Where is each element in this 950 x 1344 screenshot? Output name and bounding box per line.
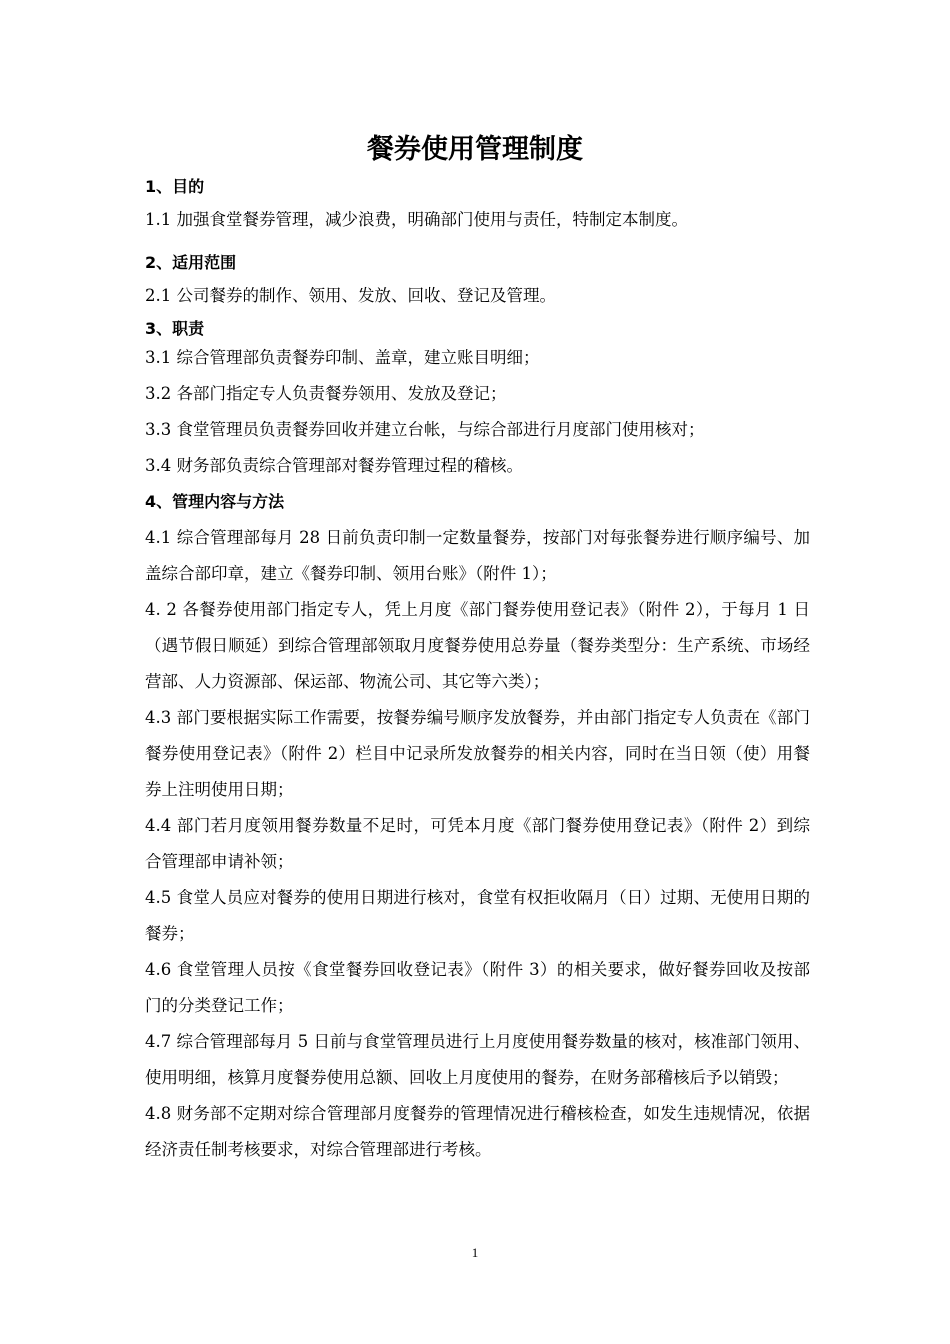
page-number: 1 [471, 1245, 479, 1260]
section-heading: 1、目的 [145, 177, 205, 196]
paragraph: 4.7 综合管理部每月 5 日前与食堂管理员进行上月度使用餐券数量的核对，核准部门领用、使用明细，核算月度餐券使用总额、回收上月度使用的餐券，在财务部稽核后予以销毁； [145, 1032, 810, 1087]
paragraph: 4.1 综合管理部每月 28 日前负责印制一定数量餐券，按部门对每张餐券进行顺序编号、加盖综合部印章，建立《餐券印制、领用台账》（附件 1）； [145, 528, 810, 583]
section-heading: 4、管理内容与方法 [145, 492, 285, 511]
paragraph: 3.4 财务部负责综合管理部对餐券管理过程的稽核。 [145, 456, 523, 475]
paragraph: 1.1 加强食堂餐券管理，减少浪费，明确部门使用与责任，特制定本制度。 [145, 210, 688, 229]
paragraph: 3.3 食堂管理员负责餐券回收并建立台帐，与综合部进行月度部门使用核对； [145, 420, 705, 439]
paragraph: 4.6 食堂管理人员按《食堂餐券回收登记表》（附件 3）的相关要求，做好餐券回收及按部门的分类登记工作； [145, 960, 810, 1015]
document-title: 餐券使用管理制度 [367, 134, 583, 165]
section-heading: 2、适用范围 [145, 253, 237, 272]
section-scope [145, 248, 810, 314]
paragraph: 4.3 部门要根据实际工作需要，按餐券编号顺序发放餐券，并由部门指定专人负责在《部门餐券使用登记表》（附件 2）栏目中记录所发放餐券的相关内容，同时在当日领（使）用餐券上注明使用日期； [145, 708, 810, 799]
paragraph: 3.1 综合管理部负责餐券印制、盖章，建立账目明细； [145, 348, 540, 367]
paragraph: 4.8 财务部不定期对综合管理部月度餐券的管理情况进行稽核检查，如发生违规情况，依据经济责任制考核要求，对综合管理部进行考核。 [145, 1104, 810, 1159]
section-purpose [145, 172, 810, 238]
paragraph: 4.4 部门若月度领用餐券数量不足时，可凭本月度《部门餐券使用登记表》（附件 2）到综合管理部申请补领； [145, 816, 810, 871]
section-heading: 3、职责 [145, 319, 205, 338]
paragraph: 4. 2 各餐券使用部门指定专人，凭上月度《部门餐券使用登记表》（附件 2），于每月 1 日（遇节假日顺延）到综合管理部领取月度餐券使用总券量（餐券类型分：生产系统、市场经营部、人力资源部、保运部、物流公司、其它等六类）； [145, 600, 810, 691]
section-responsibilities [145, 318, 810, 484]
document-body [145, 172, 810, 1168]
paragraph: 2.1 公司餐券的制作、领用、发放、回收、登记及管理。 [145, 286, 556, 305]
paragraph: 3.2 各部门指定专人负责餐券领用、发放及登记； [145, 384, 507, 403]
section-management [145, 484, 810, 1168]
paragraph: 4.5 食堂人员应对餐券的使用日期进行核对，食堂有权拒收隔月（日）过期、无使用日期的餐券； [145, 888, 810, 943]
